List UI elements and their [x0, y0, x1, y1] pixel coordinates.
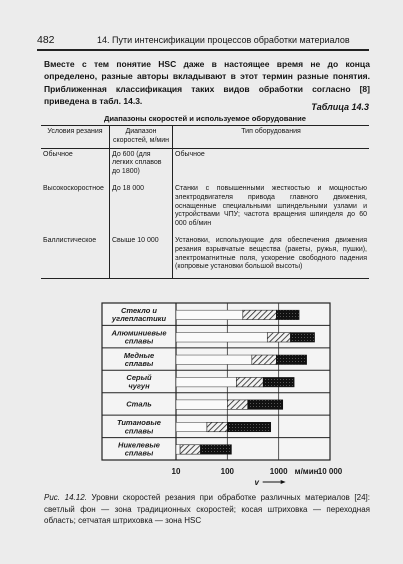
bar-normal-zone [176, 377, 236, 386]
x-tick-label: 1000 [269, 467, 288, 476]
bar-hsc-zone [276, 310, 299, 319]
bar-normal-zone [176, 333, 267, 342]
table-cell: Установки, использующие для обеспечения движения резания взрывчатые вещества (ракеты, ружья, пушки), электромагнитные поля, ускорение свободного падения (копровые установки большой высоты) [173, 235, 370, 279]
table-header-cell: Тип оборудования [173, 126, 370, 149]
bar-hsc-zone [276, 355, 306, 364]
bar-hsc-zone [200, 445, 231, 454]
bar-transition-zone [252, 355, 276, 364]
page-number: 482 [37, 34, 55, 46]
table-cell: Станки с повышенными жесткостью и мощностью электродвигателя привода главного движения, оснащенные специальными шпиндельными узлами и устройствами ЧПУ; частота вращения шпинделя до 60 000 об/мин [173, 183, 370, 235]
table-header-cell: Условия резания [41, 126, 110, 149]
category-label: Стекло и углепластики [111, 305, 167, 324]
category-label: Серый чугун [126, 373, 152, 391]
figure-caption-text: Уровни скоростей резания при обработке различных материалов [24]: светлый фон — зона традиционных скоростей; косая штриховка — переходная область; сетчатая штриховка — зона HSC [44, 493, 370, 525]
bar-hsc-zone [290, 333, 314, 342]
bar-normal-zone [176, 400, 227, 409]
intro-paragraph: Вместе с тем понятие HSC даже в настоящее время не до конца определено, разные авторы вкладывают в этот термин разные понятия. Приближенная классификация таких видов обработки согласно [8] приведена в табл. 14.3. [44, 59, 370, 106]
figure-caption-label: Рис. 14.12. [44, 493, 87, 502]
category-label: Алюминиевые сплавы [111, 328, 167, 346]
table-caption: Таблица 14.3 [311, 102, 369, 112]
x-unit-label: м/мин [294, 467, 319, 476]
bar-normal-zone [176, 310, 243, 319]
figure-caption [44, 492, 370, 527]
bar-hsc-zone [263, 377, 294, 386]
x-axis-symbol: v [254, 478, 259, 487]
table-cell: Обычное [173, 148, 370, 183]
x-tick-label: 100 [220, 467, 235, 476]
bar-transition-zone [207, 422, 227, 431]
category-label: Никелевые сплавы [118, 440, 160, 458]
table-cell: До 18 000 [110, 183, 173, 235]
table-cell: Обычное [43, 150, 73, 158]
table-cell: Высокоскоростное [43, 184, 104, 192]
table-title: Диапазоны скоростей и используемое оборудование [103, 114, 307, 123]
category-label: Титановые сплавы [117, 418, 161, 436]
bar-normal-zone [176, 355, 252, 364]
bar-transition-zone [243, 310, 277, 319]
category-label: Медные сплавы [123, 350, 155, 368]
x-tick-label: 10 000 [317, 467, 343, 476]
bar-normal-zone [176, 445, 180, 454]
table-cell: Свыше 10 000 [110, 235, 173, 279]
bar-transition-zone [236, 377, 263, 386]
bar-hsc-zone [248, 400, 283, 409]
bar-normal-zone [176, 422, 207, 431]
bar-transition-zone [267, 333, 290, 342]
table-header-cell: Диапазон скоростей, м/мин [110, 126, 173, 149]
x-axis-arrow-head [281, 480, 286, 484]
category-label: Сталь [126, 399, 152, 409]
table-cell: До 600 (для легких сплавов до 1800) [110, 148, 173, 183]
bar-hsc-zone [227, 422, 270, 431]
table-cell: Баллистическое [41, 235, 110, 279]
bar-transition-zone [180, 445, 200, 454]
running-header-title: 14. Пути интенсификации процессов обработки материалов [97, 35, 350, 45]
bar-transition-zone [227, 400, 247, 409]
x-tick-label: 10 [171, 467, 181, 476]
